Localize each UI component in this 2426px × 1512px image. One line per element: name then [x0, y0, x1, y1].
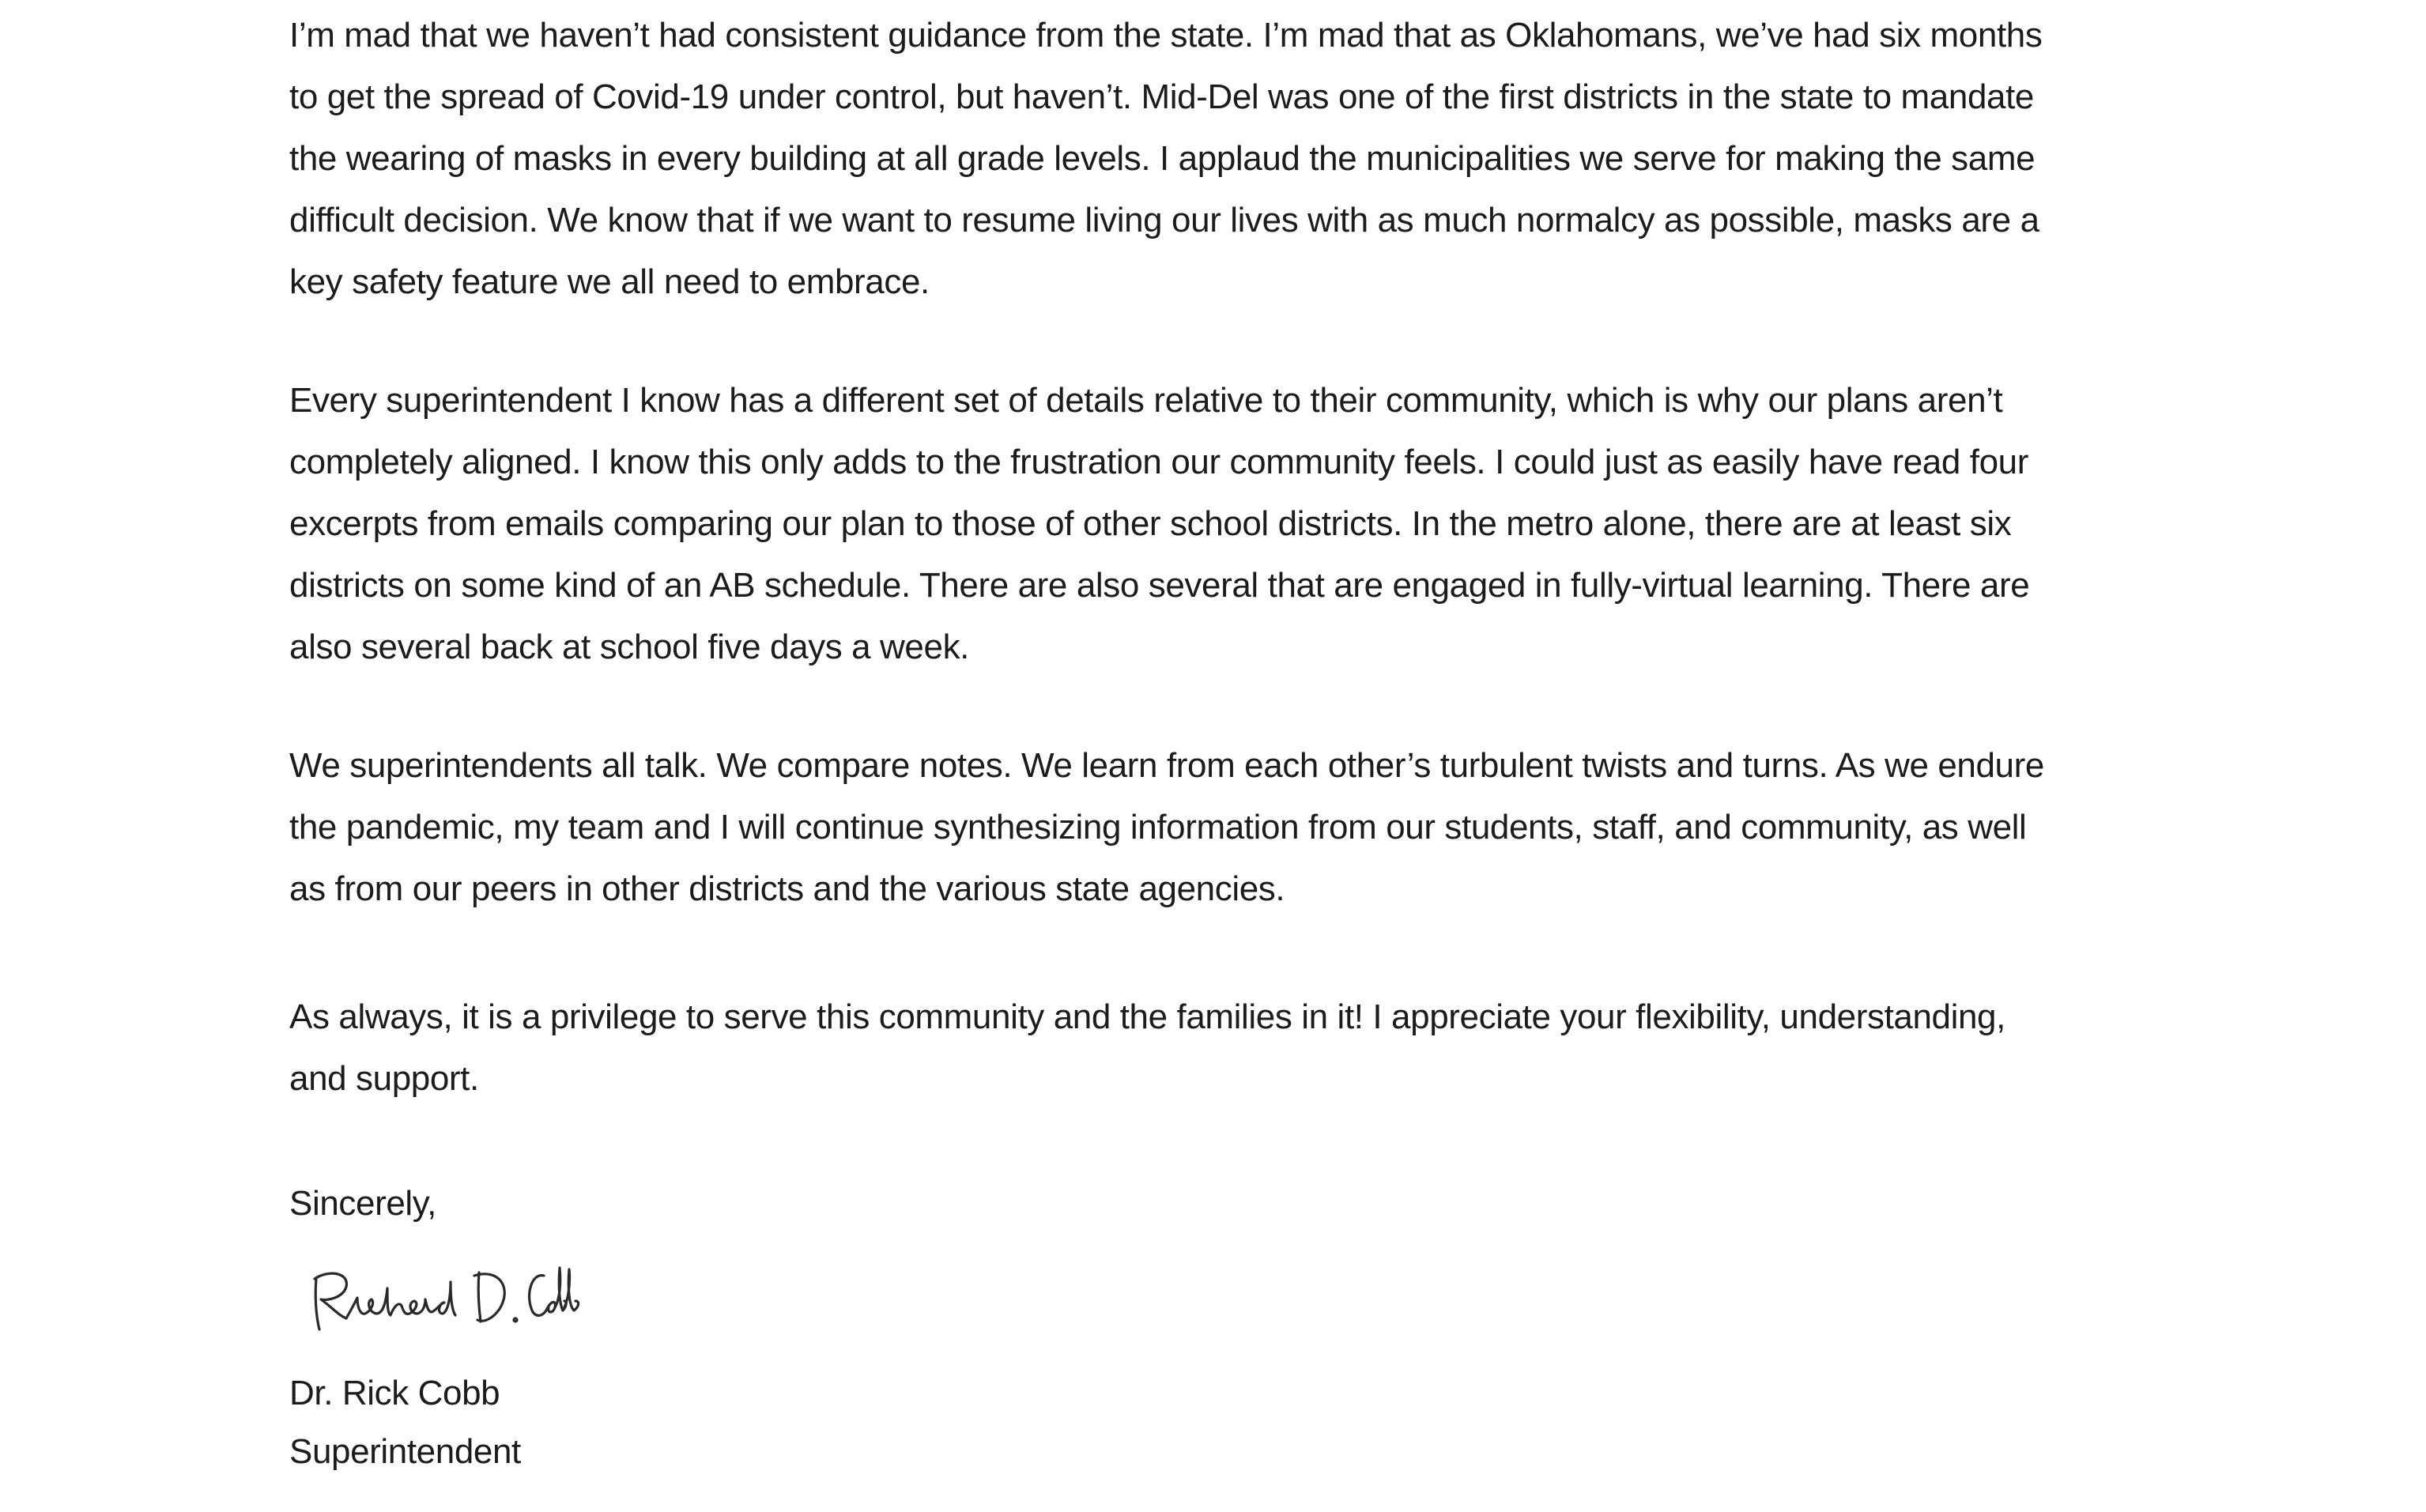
paragraph-line: excerpts from emails comparing our plan to those of other school districts. In the metro alone, there are at least six [289, 504, 2012, 543]
signature-graphic [305, 1252, 566, 1339]
paragraph-guidance [289, 5, 2042, 313]
paragraph-superintendents-plans [289, 370, 2029, 678]
paragraph-line: We superintendents all talk. We compare notes. We learn from each other’s turbulent twists and turns. As we endure [289, 746, 2044, 785]
paragraph-line: completely aligned. I know this only adds to the frustration our community feels. I could just as easily have read four [289, 443, 2028, 481]
paragraph-line: districts on some kind of an AB schedule. There are also several that are engaged in fully-virtual learning. There are [289, 566, 2030, 605]
paragraph-line: the pandemic, my team and I will continue synthesizing information from our students, staff, and community, as well [289, 808, 2027, 846]
paragraph-line: As always, it is a privilege to serve this community and the families in it! I appreciate your flexibility, understanding, [289, 997, 2005, 1036]
handwritten-signature [305, 1252, 566, 1339]
paragraph-line: I’m mad that we haven’t had consistent guidance from the state. I’m mad that as Oklahomans, we’ve had six months [289, 16, 2043, 55]
paragraph-line: difficult decision. We know that if we want to resume living our lives with as much normalcy as possible, masks are a [289, 201, 2039, 239]
paragraph-compare-notes [289, 735, 2044, 920]
paragraph-line: also several back at school five days a week. [289, 628, 970, 666]
paragraph-privilege [289, 986, 2005, 1110]
paragraph-line: as from our peers in other districts and the various state agencies. [289, 869, 1285, 908]
paragraph-line: and support. [289, 1059, 479, 1098]
paragraph-line: the wearing of masks in every building at all grade levels. I applaud the municipalities we serve for making the same [289, 139, 2036, 178]
closing-salutation: Sincerely, [289, 1184, 436, 1223]
signer-name: Dr. Rick Cobb [289, 1374, 500, 1412]
signer-title: Superintendent [289, 1432, 521, 1471]
paragraph-line: Every superintendent I know has a different set of details relative to their community, which is why our plans aren’t [289, 381, 2003, 420]
paragraph-line: key safety feature we all need to embrace. [289, 262, 930, 301]
paragraph-line: to get the spread of Covid-19 under control, but haven’t. Mid-Del was one of the first districts in the state to mandate [289, 77, 2034, 116]
